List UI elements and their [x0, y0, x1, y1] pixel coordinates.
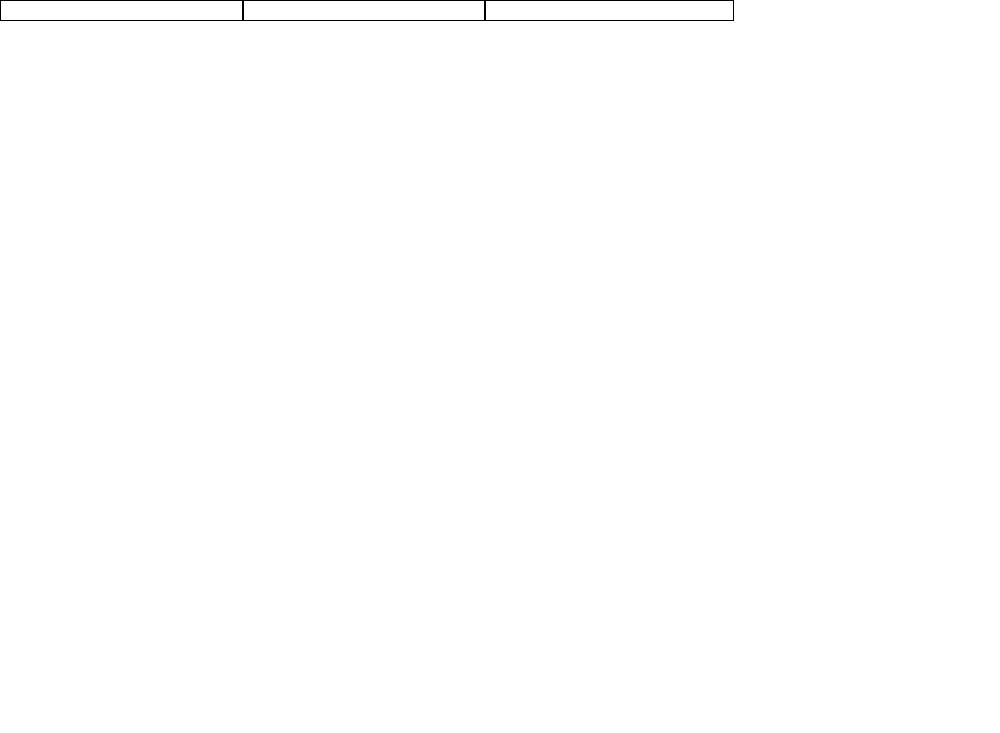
header-june — [243, 0, 485, 21]
header-may — [0, 0, 243, 21]
header-july — [485, 0, 734, 21]
